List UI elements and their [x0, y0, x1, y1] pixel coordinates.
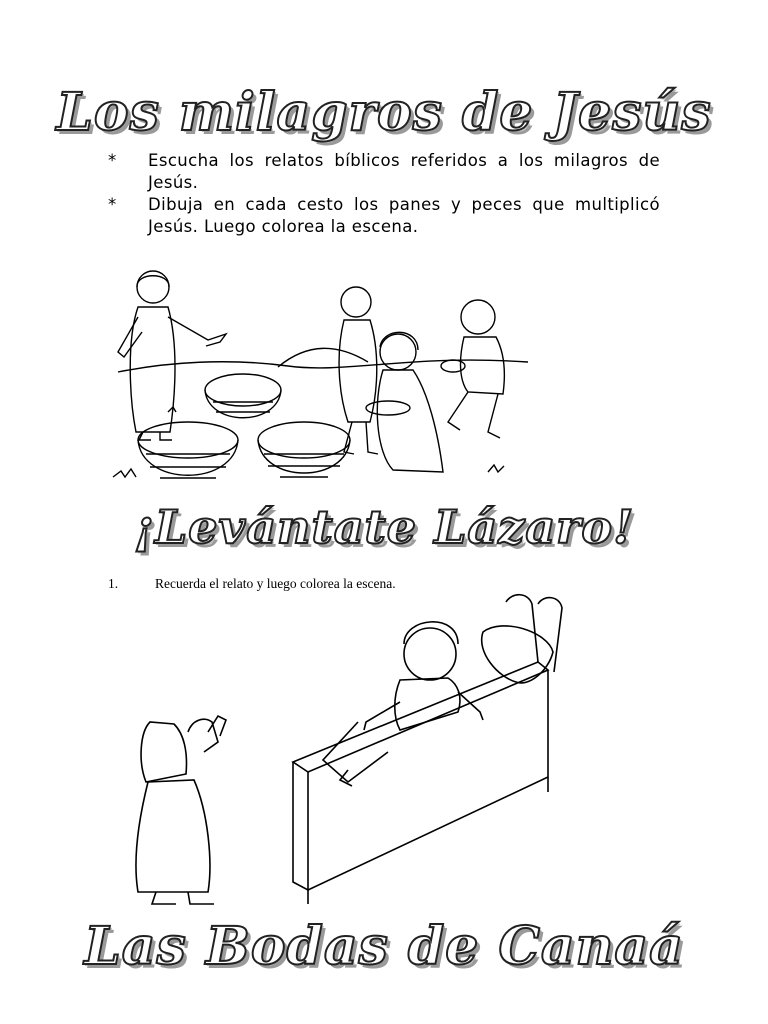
title-lazaro: ¡Levántate Lázaro!: [133, 500, 635, 554]
instruction-bullet: *: [108, 195, 117, 214]
basket-1: [205, 374, 281, 418]
task-number: 1.: [108, 576, 119, 591]
instruction-item: [108, 194, 660, 238]
instruction-item: [108, 150, 660, 194]
basket-2: [138, 422, 238, 478]
lazarus-illustration: [108, 592, 580, 918]
title-milagros: Los milagros de Jesús: [56, 82, 712, 143]
lazarus-figure: [323, 622, 483, 786]
jesus-figure-lazarus: [136, 716, 226, 904]
instruction-text: Dibuja en cada cesto los panes y peces que multiplicó Jesús. Luego colorea la escena.: [148, 195, 660, 236]
title-bodas: Las Bodas de Canaá: [84, 916, 684, 977]
lazaro-task: [108, 576, 396, 592]
girl-kneeling: [366, 332, 443, 472]
pillow: [482, 626, 553, 683]
jesus-figure: [118, 271, 226, 440]
instructions-list: [108, 150, 660, 238]
instruction-text: Escucha los relatos bíblicos referidos a los milagros de Jesús.: [148, 151, 660, 192]
instruction-bullet: *: [108, 151, 117, 170]
hill: [278, 348, 368, 367]
ground-line: [118, 360, 528, 372]
task-text: Recuerda el relato y luego colorea la escena.: [155, 576, 396, 591]
loaves-fishes-illustration: [108, 262, 533, 498]
basket-3: [258, 422, 350, 477]
boy-standing: [339, 287, 378, 454]
boy-with-fish: [441, 300, 504, 438]
